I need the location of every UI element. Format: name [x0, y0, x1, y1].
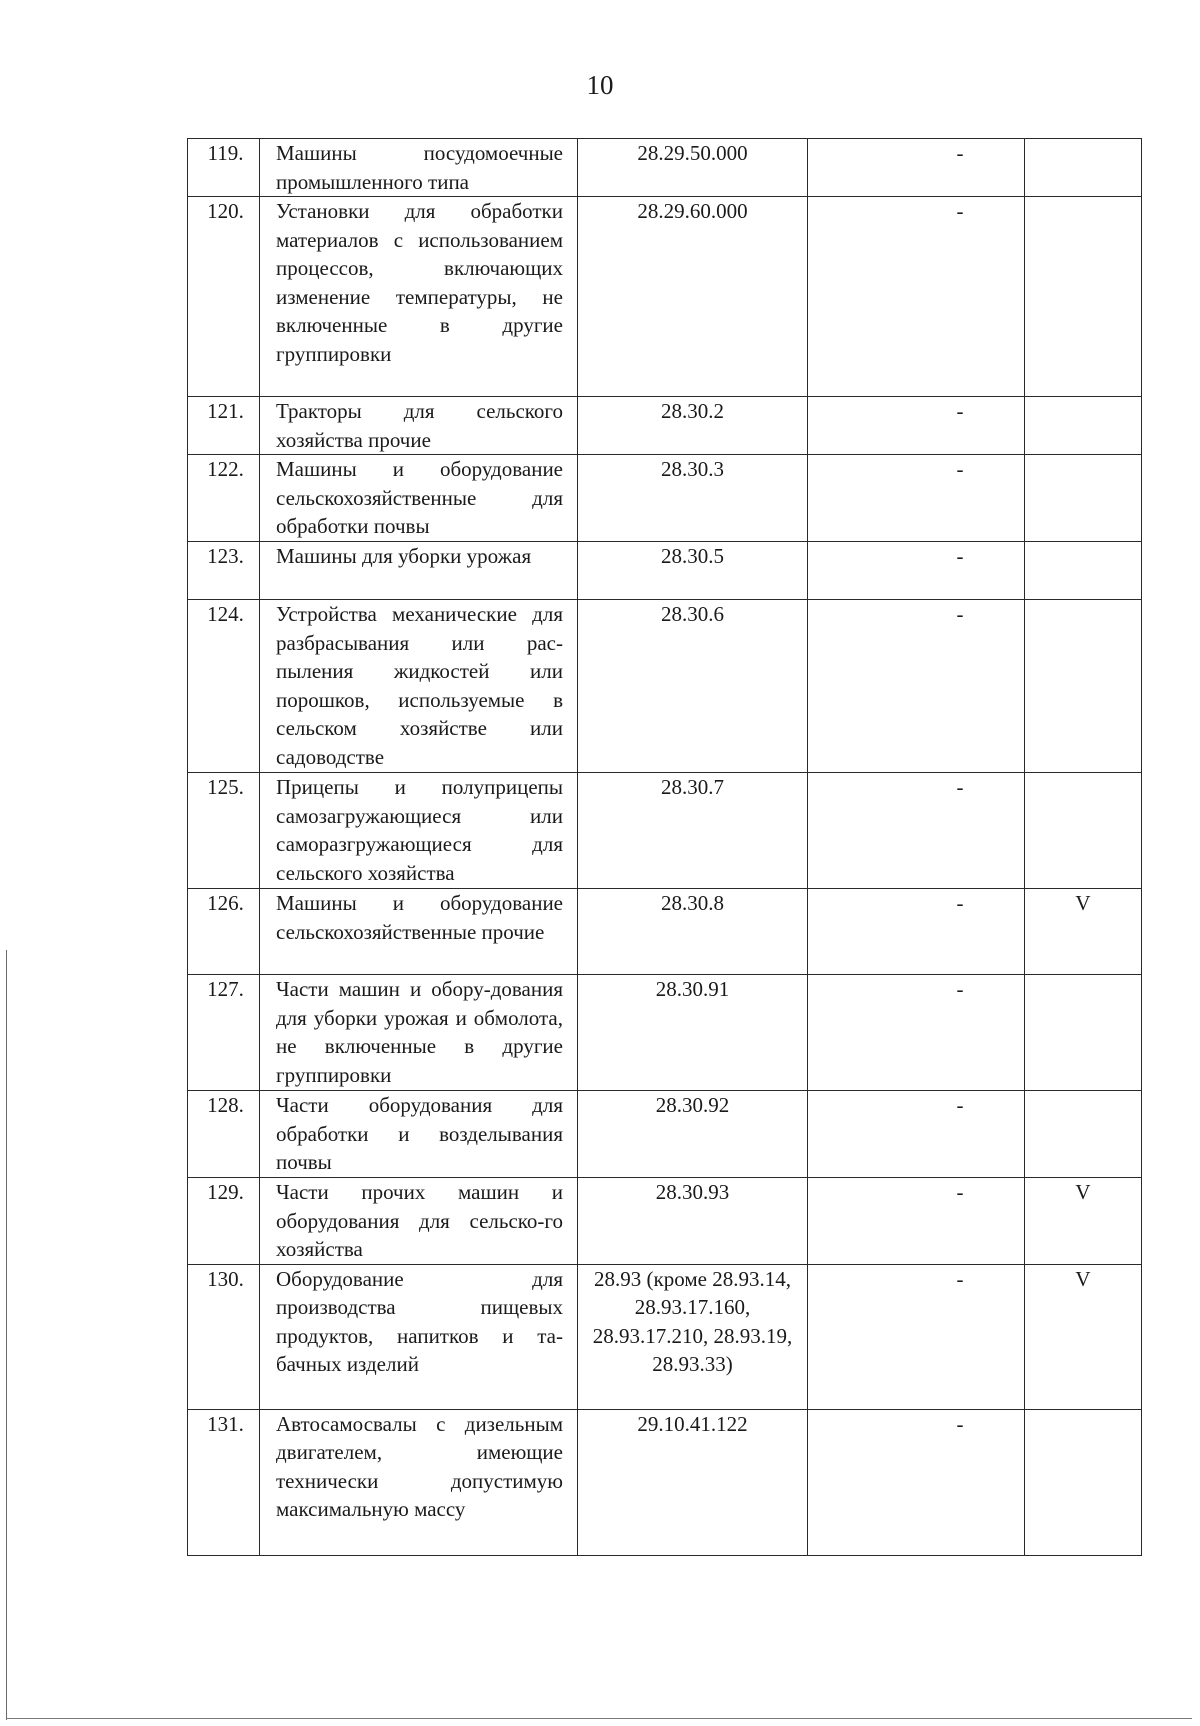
mark-cell: [1025, 773, 1142, 889]
table-row: [188, 975, 1142, 1091]
row-number: 121.: [188, 397, 260, 455]
dash-cell: -: [808, 397, 1025, 455]
row-number: 119.: [188, 139, 260, 197]
mark-cell: V: [1025, 1264, 1142, 1409]
table-row: [188, 197, 1142, 397]
classifier-code: 28.30.93: [578, 1178, 808, 1265]
item-name: Автосамосвалы с дизельным двигателем, имеющие технически допустимую максимальную массу: [260, 1409, 578, 1555]
dash-cell: -: [808, 889, 1025, 975]
classifier-code: 28.30.92: [578, 1091, 808, 1178]
row-number: 124.: [188, 600, 260, 773]
mark-cell: [1025, 455, 1142, 542]
dash-cell: -: [808, 139, 1025, 197]
page-number: 10: [586, 70, 614, 100]
item-name: Части оборудования для обработки и возделывания почвы: [260, 1091, 578, 1178]
mark-cell: V: [1025, 1178, 1142, 1265]
item-name: Тракторы для сельского хозяйства прочие: [260, 397, 578, 455]
table-body: [188, 139, 1142, 1556]
mark-cell: [1025, 1091, 1142, 1178]
scan-edge-line: [6, 1718, 1192, 1719]
table-row: [188, 542, 1142, 600]
table-row: [188, 600, 1142, 773]
classifier-code: 28.30.2: [578, 397, 808, 455]
dash-cell: -: [808, 1409, 1025, 1555]
item-name: Машины и оборудование сельскохозяйственные прочие: [260, 889, 578, 975]
mark-cell: [1025, 600, 1142, 773]
mark-cell: [1025, 397, 1142, 455]
table-row: [188, 139, 1142, 197]
classifier-code: 29.10.41.122: [578, 1409, 808, 1555]
item-name: Оборудование для производства пищевых продуктов, напитков и та-бачных изделий: [260, 1264, 578, 1409]
table-row: [188, 1264, 1142, 1409]
dash-cell: -: [808, 600, 1025, 773]
dash-cell: -: [808, 975, 1025, 1091]
classifier-code: 28.93 (кроме 28.93.14, 28.93.17.160, 28.93.17.210, 28.93.19, 28.93.33): [578, 1264, 808, 1409]
dash-cell: -: [808, 1091, 1025, 1178]
classifier-code: 28.30.3: [578, 455, 808, 542]
classifier-code: 28.29.60.000: [578, 197, 808, 397]
item-name: Машины посудомоечные промышленного типа: [260, 139, 578, 197]
scan-edge-line: [6, 950, 7, 1720]
table-row: [188, 1409, 1142, 1555]
dash-cell: -: [808, 773, 1025, 889]
mark-cell: V: [1025, 889, 1142, 975]
equipment-table: [187, 138, 1142, 1556]
dash-cell: -: [808, 542, 1025, 600]
classifier-code: 28.30.7: [578, 773, 808, 889]
mark-cell: [1025, 1409, 1142, 1555]
item-name: Части прочих машин и оборудования для сельско-го хозяйства: [260, 1178, 578, 1265]
table-row: [188, 1178, 1142, 1265]
dash-cell: -: [808, 1264, 1025, 1409]
table-row: [188, 773, 1142, 889]
table-row: [188, 397, 1142, 455]
table-row: [188, 889, 1142, 975]
dash-cell: -: [808, 1178, 1025, 1265]
row-number: 129.: [188, 1178, 260, 1265]
classifier-code: 28.29.50.000: [578, 139, 808, 197]
table-row: [188, 1091, 1142, 1178]
table-row: [188, 455, 1142, 542]
mark-cell: [1025, 139, 1142, 197]
classifier-code: 28.30.6: [578, 600, 808, 773]
item-name: Прицепы и полуприцепы самозагружающиеся или саморазгружающиеся для сельского хозяйства: [260, 773, 578, 889]
row-number: 128.: [188, 1091, 260, 1178]
row-number: 123.: [188, 542, 260, 600]
classifier-code: 28.30.5: [578, 542, 808, 600]
row-number: 125.: [188, 773, 260, 889]
row-number: 127.: [188, 975, 260, 1091]
dash-cell: -: [808, 197, 1025, 397]
row-number: 126.: [188, 889, 260, 975]
classifier-code: 28.30.91: [578, 975, 808, 1091]
mark-cell: [1025, 542, 1142, 600]
item-name: Части машин и обору-дования для уборки урожая и обмолота, не включенные в другие группировки: [260, 975, 578, 1091]
item-name: Установки для обработки материалов с использованием процессов, включающих изменение температуры, не включенные в другие группировки: [260, 197, 578, 397]
row-number: 120.: [188, 197, 260, 397]
mark-cell: [1025, 975, 1142, 1091]
item-name: Машины для уборки урожая: [260, 542, 578, 600]
mark-cell: [1025, 197, 1142, 397]
classifier-code: 28.30.8: [578, 889, 808, 975]
item-name: Машины и оборудование сельскохозяйственные для обработки почвы: [260, 455, 578, 542]
row-number: 130.: [188, 1264, 260, 1409]
dash-cell: -: [808, 455, 1025, 542]
row-number: 122.: [188, 455, 260, 542]
item-name: Устройства механические для разбрасывания или рас-пыления жидкостей или порошков, используемые в сельском хозяйстве или садоводстве: [260, 600, 578, 773]
row-number: 131.: [188, 1409, 260, 1555]
